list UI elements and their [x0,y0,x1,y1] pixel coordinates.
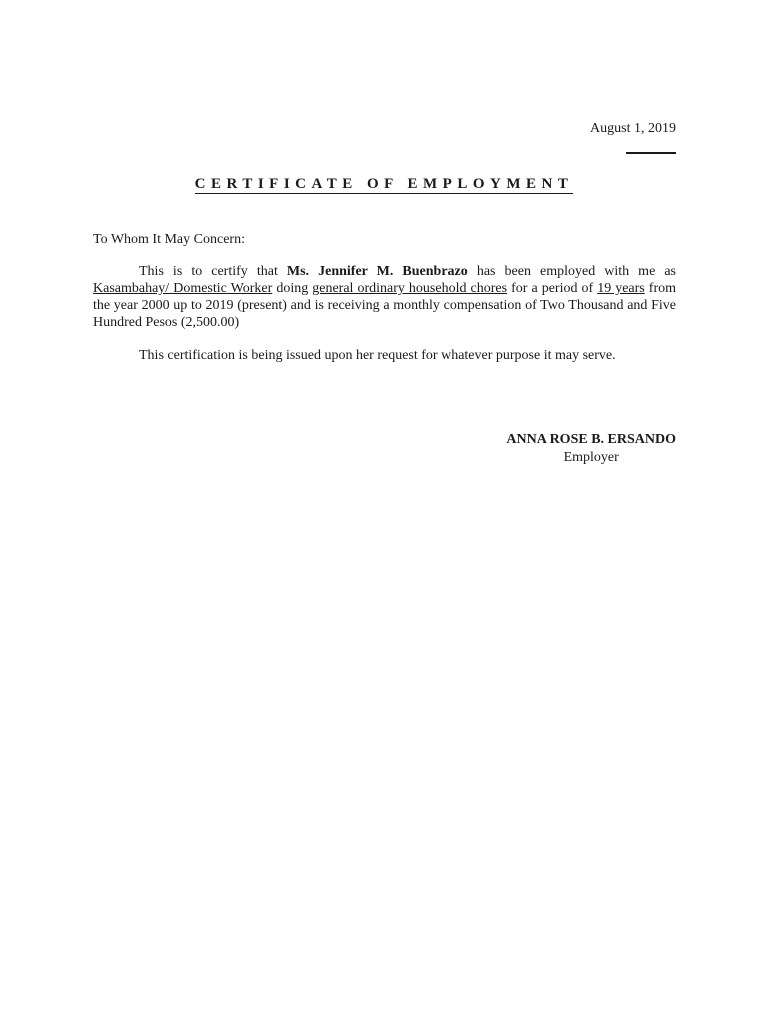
employment-duration: 19 years [597,281,645,296]
employee-position: Kasambahay/ Domestic Worker [93,281,273,296]
purpose-paragraph: This certification is being issued upon her request for whatever purpose it may serve. [139,348,616,363]
date-underline [626,152,676,154]
paragraph-employed-text: has been employed with me as [467,264,676,279]
salutation: To Whom It May Concern: [93,232,245,247]
paragraph-intro: This is to certify that [139,264,287,279]
document-title [0,174,768,194]
certification-paragraph [93,263,676,331]
employee-name: Ms. Jennifer M. Buenbrazo [286,264,468,279]
document-title-text: CERTIFICATE OF EMPLOYMENT [194,176,574,192]
paragraph-rest: from the year 2000 up to 2019 (present) and is receiving a monthly compensation of Two Thousand and Five Hundred Pesos (2,500.00) [93,281,677,330]
signer-name: ANNA ROSE B. ERSANDO [506,432,676,447]
paragraph-doing-text: doing [272,281,313,296]
employee-duties: general ordinary household chores [312,281,508,296]
paragraph-period-text: for a period of [507,281,598,296]
document-date: August 1, 2019 [590,121,676,136]
signature-block [506,431,676,467]
signer-role: Employer [563,450,619,465]
